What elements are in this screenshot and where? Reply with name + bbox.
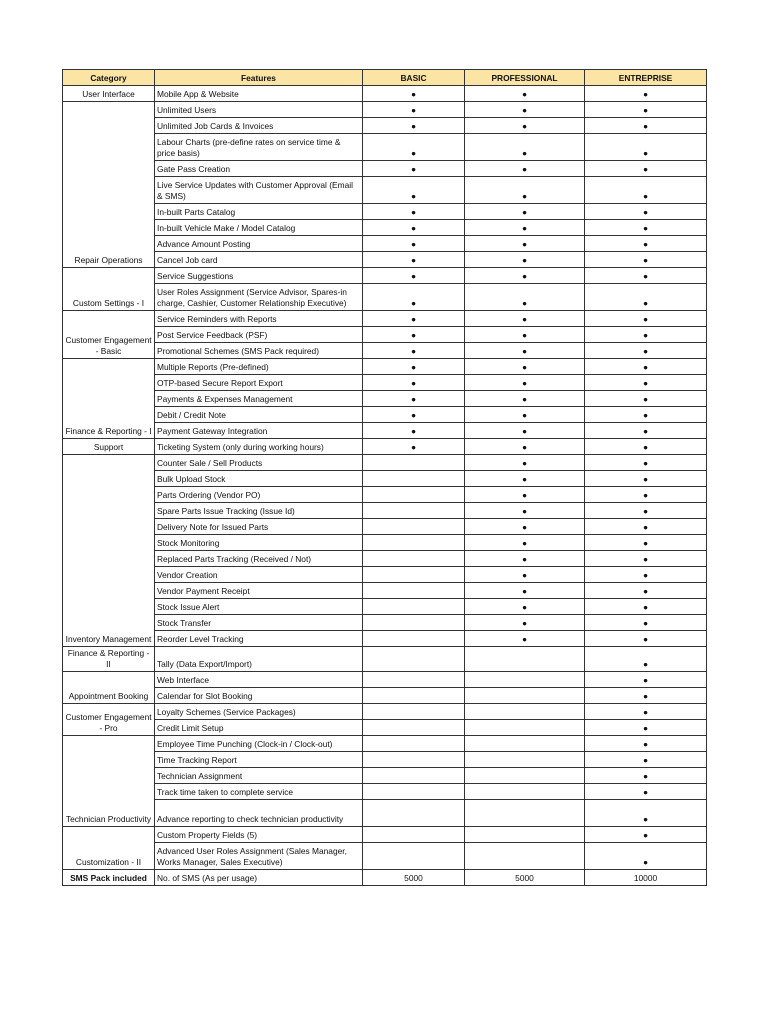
professional-mark: ● bbox=[465, 102, 585, 118]
basic-mark bbox=[363, 599, 465, 615]
category-cell: Customer Engagement - Basic bbox=[63, 311, 155, 359]
feature-cell: Unlimited Job Cards & Invoices bbox=[155, 118, 363, 134]
feature-cell: Ticketing System (only during working hours) bbox=[155, 439, 363, 455]
table-row bbox=[63, 343, 707, 359]
table-row bbox=[63, 220, 707, 236]
category-cell: SMS Pack included bbox=[63, 870, 155, 886]
entreprise-mark: ● bbox=[585, 439, 707, 455]
professional-mark bbox=[465, 752, 585, 768]
entreprise-mark: ● bbox=[585, 567, 707, 583]
professional-mark: ● bbox=[465, 311, 585, 327]
entreprise-mark: ● bbox=[585, 391, 707, 407]
feature-cell: Web Interface bbox=[155, 672, 363, 688]
basic-mark: ● bbox=[363, 359, 465, 375]
table-row bbox=[63, 535, 707, 551]
table-row bbox=[63, 567, 707, 583]
entreprise-mark: ● bbox=[585, 134, 707, 161]
basic-mark bbox=[363, 567, 465, 583]
entreprise-mark: ● bbox=[585, 615, 707, 631]
feature-cell: Unlimited Users bbox=[155, 102, 363, 118]
table-row bbox=[63, 102, 707, 118]
table-row bbox=[63, 736, 707, 752]
feature-cell: User Roles Assignment (Service Advisor, Spares-in charge, Cashier, Customer Relationship Executive) bbox=[155, 284, 363, 311]
table-row bbox=[63, 471, 707, 487]
feature-cell: Bulk Upload Stock bbox=[155, 471, 363, 487]
entreprise-mark: ● bbox=[585, 487, 707, 503]
entreprise-mark: 10000 bbox=[585, 870, 707, 886]
table-row bbox=[63, 407, 707, 423]
entreprise-mark: ● bbox=[585, 359, 707, 375]
table-row bbox=[63, 268, 707, 284]
professional-mark: ● bbox=[465, 583, 585, 599]
entreprise-mark: ● bbox=[585, 471, 707, 487]
basic-mark: ● bbox=[363, 343, 465, 359]
table-row bbox=[63, 177, 707, 204]
category-cell: Technician Productivity bbox=[63, 736, 155, 827]
professional-mark bbox=[465, 720, 585, 736]
entreprise-mark: ● bbox=[585, 375, 707, 391]
category-cell: Finance & Reporting - II bbox=[63, 647, 155, 672]
table-row bbox=[63, 720, 707, 736]
basic-mark: ● bbox=[363, 236, 465, 252]
professional-mark: ● bbox=[465, 455, 585, 471]
basic-mark bbox=[363, 535, 465, 551]
feature-cell: Gate Pass Creation bbox=[155, 161, 363, 177]
entreprise-mark: ● bbox=[585, 503, 707, 519]
professional-mark: ● bbox=[465, 487, 585, 503]
feature-cell: OTP-based Secure Report Export bbox=[155, 375, 363, 391]
professional-mark bbox=[465, 800, 585, 827]
category-cell: Customer Engagement - Pro bbox=[63, 704, 155, 736]
basic-mark: ● bbox=[363, 268, 465, 284]
feature-cell: Advance reporting to check technician productivity bbox=[155, 800, 363, 827]
professional-mark: ● bbox=[465, 161, 585, 177]
entreprise-mark: ● bbox=[585, 204, 707, 220]
table-row bbox=[63, 599, 707, 615]
table-row bbox=[63, 86, 707, 102]
basic-mark bbox=[363, 455, 465, 471]
table-row bbox=[63, 870, 707, 886]
entreprise-mark: ● bbox=[585, 736, 707, 752]
feature-cell: Vendor Payment Receipt bbox=[155, 583, 363, 599]
professional-mark bbox=[465, 647, 585, 672]
professional-mark: ● bbox=[465, 503, 585, 519]
basic-mark bbox=[363, 551, 465, 567]
table-row bbox=[63, 843, 707, 870]
entreprise-mark: ● bbox=[585, 236, 707, 252]
feature-cell: Promotional Schemes (SMS Pack required) bbox=[155, 343, 363, 359]
entreprise-mark: ● bbox=[585, 535, 707, 551]
professional-mark: ● bbox=[465, 615, 585, 631]
professional-mark: ● bbox=[465, 177, 585, 204]
table-row bbox=[63, 551, 707, 567]
table-body bbox=[63, 86, 707, 886]
basic-mark: ● bbox=[363, 161, 465, 177]
category-cell: Finance & Reporting - I bbox=[63, 359, 155, 439]
entreprise-mark: ● bbox=[585, 161, 707, 177]
header-professional: PROFESSIONAL bbox=[465, 70, 585, 86]
table-row bbox=[63, 827, 707, 843]
table-row bbox=[63, 284, 707, 311]
professional-mark bbox=[465, 827, 585, 843]
category-cell: Custom Settings - I bbox=[63, 268, 155, 311]
entreprise-mark: ● bbox=[585, 311, 707, 327]
feature-cell: Stock Issue Alert bbox=[155, 599, 363, 615]
feature-cell: Debit / Credit Note bbox=[155, 407, 363, 423]
header-entreprise: ENTREPRISE bbox=[585, 70, 707, 86]
entreprise-mark: ● bbox=[585, 827, 707, 843]
entreprise-mark: ● bbox=[585, 599, 707, 615]
basic-mark bbox=[363, 672, 465, 688]
feature-cell: No. of SMS (As per usage) bbox=[155, 870, 363, 886]
feature-cell: Mobile App & Website bbox=[155, 86, 363, 102]
professional-mark: ● bbox=[465, 599, 585, 615]
entreprise-mark: ● bbox=[585, 268, 707, 284]
table-row bbox=[63, 375, 707, 391]
table-row bbox=[63, 784, 707, 800]
basic-mark: ● bbox=[363, 284, 465, 311]
table-row bbox=[63, 118, 707, 134]
feature-cell: Service Reminders with Reports bbox=[155, 311, 363, 327]
entreprise-mark: ● bbox=[585, 672, 707, 688]
header-basic: BASIC bbox=[363, 70, 465, 86]
feature-cell: Post Service Feedback (PSF) bbox=[155, 327, 363, 343]
feature-cell: Custom Property Fields (5) bbox=[155, 827, 363, 843]
professional-mark bbox=[465, 843, 585, 870]
basic-mark bbox=[363, 800, 465, 827]
table-row bbox=[63, 311, 707, 327]
feature-cell: Vendor Creation bbox=[155, 567, 363, 583]
basic-mark bbox=[363, 768, 465, 784]
basic-mark: ● bbox=[363, 102, 465, 118]
basic-mark bbox=[363, 843, 465, 870]
feature-cell: Cancel Job card bbox=[155, 252, 363, 268]
table-row bbox=[63, 688, 707, 704]
basic-mark bbox=[363, 827, 465, 843]
professional-mark: ● bbox=[465, 359, 585, 375]
feature-cell: In-built Vehicle Make / Model Catalog bbox=[155, 220, 363, 236]
table-row bbox=[63, 615, 707, 631]
professional-mark: ● bbox=[465, 327, 585, 343]
basic-mark: ● bbox=[363, 327, 465, 343]
professional-mark: ● bbox=[465, 567, 585, 583]
feature-cell: Tally (Data Export/Import) bbox=[155, 647, 363, 672]
professional-mark: ● bbox=[465, 134, 585, 161]
entreprise-mark: ● bbox=[585, 647, 707, 672]
table-row bbox=[63, 752, 707, 768]
feature-cell: Multiple Reports (Pre-defined) bbox=[155, 359, 363, 375]
professional-mark: ● bbox=[465, 268, 585, 284]
table-row bbox=[63, 519, 707, 535]
professional-mark bbox=[465, 688, 585, 704]
entreprise-mark: ● bbox=[585, 784, 707, 800]
table-row bbox=[63, 768, 707, 784]
category-cell: Repair Operations bbox=[63, 102, 155, 268]
feature-cell: Delivery Note for Issued Parts bbox=[155, 519, 363, 535]
professional-mark: ● bbox=[465, 236, 585, 252]
entreprise-mark: ● bbox=[585, 455, 707, 471]
basic-mark bbox=[363, 688, 465, 704]
header-row bbox=[63, 70, 707, 86]
basic-mark bbox=[363, 615, 465, 631]
category-cell: Support bbox=[63, 439, 155, 455]
professional-mark: 5000 bbox=[465, 870, 585, 886]
feature-cell: Track time taken to complete service bbox=[155, 784, 363, 800]
professional-mark bbox=[465, 736, 585, 752]
feature-cell: Time Tracking Report bbox=[155, 752, 363, 768]
category-cell: User Interface bbox=[63, 86, 155, 102]
feature-cell: Parts Ordering (Vendor PO) bbox=[155, 487, 363, 503]
entreprise-mark: ● bbox=[585, 220, 707, 236]
basic-mark: ● bbox=[363, 407, 465, 423]
professional-mark bbox=[465, 784, 585, 800]
entreprise-mark: ● bbox=[585, 102, 707, 118]
feature-cell: Calendar for Slot Booking bbox=[155, 688, 363, 704]
entreprise-mark: ● bbox=[585, 407, 707, 423]
table-row bbox=[63, 359, 707, 375]
professional-mark: ● bbox=[465, 391, 585, 407]
category-cell: Inventory Management bbox=[63, 455, 155, 647]
entreprise-mark: ● bbox=[585, 720, 707, 736]
feature-cell: Advanced User Roles Assignment (Sales Manager, Works Manager, Sales Executive) bbox=[155, 843, 363, 870]
feature-cell: Live Service Updates with Customer Approval (Email & SMS) bbox=[155, 177, 363, 204]
basic-mark bbox=[363, 583, 465, 599]
basic-mark: ● bbox=[363, 134, 465, 161]
basic-mark: ● bbox=[363, 86, 465, 102]
basic-mark: ● bbox=[363, 311, 465, 327]
professional-mark: ● bbox=[465, 220, 585, 236]
basic-mark: ● bbox=[363, 375, 465, 391]
entreprise-mark: ● bbox=[585, 343, 707, 359]
basic-mark bbox=[363, 647, 465, 672]
table-row bbox=[63, 439, 707, 455]
professional-mark: ● bbox=[465, 471, 585, 487]
basic-mark: ● bbox=[363, 220, 465, 236]
feature-cell: Advance Amount Posting bbox=[155, 236, 363, 252]
entreprise-mark: ● bbox=[585, 86, 707, 102]
feature-cell: Service Suggestions bbox=[155, 268, 363, 284]
feature-comparison-table bbox=[62, 69, 707, 886]
entreprise-mark: ● bbox=[585, 704, 707, 720]
feature-cell: Replaced Parts Tracking (Received / Not) bbox=[155, 551, 363, 567]
professional-mark: ● bbox=[465, 519, 585, 535]
professional-mark: ● bbox=[465, 252, 585, 268]
professional-mark: ● bbox=[465, 631, 585, 647]
basic-mark bbox=[363, 752, 465, 768]
table-row bbox=[63, 391, 707, 407]
basic-mark: ● bbox=[363, 439, 465, 455]
basic-mark: ● bbox=[363, 177, 465, 204]
table-row bbox=[63, 204, 707, 220]
basic-mark bbox=[363, 784, 465, 800]
entreprise-mark: ● bbox=[585, 327, 707, 343]
entreprise-mark: ● bbox=[585, 118, 707, 134]
table-row bbox=[63, 252, 707, 268]
entreprise-mark: ● bbox=[585, 688, 707, 704]
table-row bbox=[63, 236, 707, 252]
table-row bbox=[63, 161, 707, 177]
feature-cell: Stock Transfer bbox=[155, 615, 363, 631]
professional-mark: ● bbox=[465, 439, 585, 455]
professional-mark: ● bbox=[465, 423, 585, 439]
professional-mark: ● bbox=[465, 407, 585, 423]
entreprise-mark: ● bbox=[585, 583, 707, 599]
feature-cell: Labour Charts (pre-define rates on service time & price basis) bbox=[155, 134, 363, 161]
entreprise-mark: ● bbox=[585, 551, 707, 567]
table-row bbox=[63, 704, 707, 720]
table-row bbox=[63, 800, 707, 827]
professional-mark bbox=[465, 768, 585, 784]
category-cell: Appointment Booking bbox=[63, 672, 155, 704]
professional-mark: ● bbox=[465, 86, 585, 102]
table-row bbox=[63, 327, 707, 343]
table-row bbox=[63, 423, 707, 439]
table-row bbox=[63, 583, 707, 599]
basic-mark: ● bbox=[363, 252, 465, 268]
basic-mark: ● bbox=[363, 391, 465, 407]
table-row bbox=[63, 487, 707, 503]
professional-mark bbox=[465, 704, 585, 720]
table-row bbox=[63, 631, 707, 647]
feature-cell: Payment Gateway Integration bbox=[155, 423, 363, 439]
feature-cell: Credit Limit Setup bbox=[155, 720, 363, 736]
professional-mark: ● bbox=[465, 343, 585, 359]
table-row bbox=[63, 647, 707, 672]
basic-mark: ● bbox=[363, 423, 465, 439]
basic-mark bbox=[363, 720, 465, 736]
table-row bbox=[63, 672, 707, 688]
table-row bbox=[63, 503, 707, 519]
feature-cell: Loyalty Schemes (Service Packages) bbox=[155, 704, 363, 720]
entreprise-mark: ● bbox=[585, 519, 707, 535]
basic-mark bbox=[363, 704, 465, 720]
entreprise-mark: ● bbox=[585, 284, 707, 311]
basic-mark bbox=[363, 736, 465, 752]
professional-mark: ● bbox=[465, 535, 585, 551]
header-features: Features bbox=[155, 70, 363, 86]
professional-mark: ● bbox=[465, 118, 585, 134]
basic-mark bbox=[363, 487, 465, 503]
feature-cell: Spare Parts Issue Tracking (Issue Id) bbox=[155, 503, 363, 519]
category-cell: Customization - II bbox=[63, 827, 155, 870]
table-row bbox=[63, 455, 707, 471]
entreprise-mark: ● bbox=[585, 177, 707, 204]
header-category: Category bbox=[63, 70, 155, 86]
entreprise-mark: ● bbox=[585, 423, 707, 439]
professional-mark: ● bbox=[465, 551, 585, 567]
entreprise-mark: ● bbox=[585, 800, 707, 827]
basic-mark bbox=[363, 631, 465, 647]
feature-cell: Payments & Expenses Management bbox=[155, 391, 363, 407]
professional-mark: ● bbox=[465, 204, 585, 220]
feature-cell: Stock Monitoring bbox=[155, 535, 363, 551]
basic-mark bbox=[363, 471, 465, 487]
entreprise-mark: ● bbox=[585, 252, 707, 268]
entreprise-mark: ● bbox=[585, 752, 707, 768]
professional-mark bbox=[465, 672, 585, 688]
feature-cell: Counter Sale / Sell Products bbox=[155, 455, 363, 471]
feature-cell: Technician Assignment bbox=[155, 768, 363, 784]
table-row bbox=[63, 134, 707, 161]
basic-mark: 5000 bbox=[363, 870, 465, 886]
feature-cell: Reorder Level Tracking bbox=[155, 631, 363, 647]
basic-mark: ● bbox=[363, 204, 465, 220]
professional-mark: ● bbox=[465, 284, 585, 311]
entreprise-mark: ● bbox=[585, 631, 707, 647]
professional-mark: ● bbox=[465, 375, 585, 391]
basic-mark bbox=[363, 519, 465, 535]
feature-cell: In-built Parts Catalog bbox=[155, 204, 363, 220]
feature-cell: Employee Time Punching (Clock-in / Clock-out) bbox=[155, 736, 363, 752]
entreprise-mark: ● bbox=[585, 768, 707, 784]
entreprise-mark: ● bbox=[585, 843, 707, 870]
basic-mark bbox=[363, 503, 465, 519]
basic-mark: ● bbox=[363, 118, 465, 134]
